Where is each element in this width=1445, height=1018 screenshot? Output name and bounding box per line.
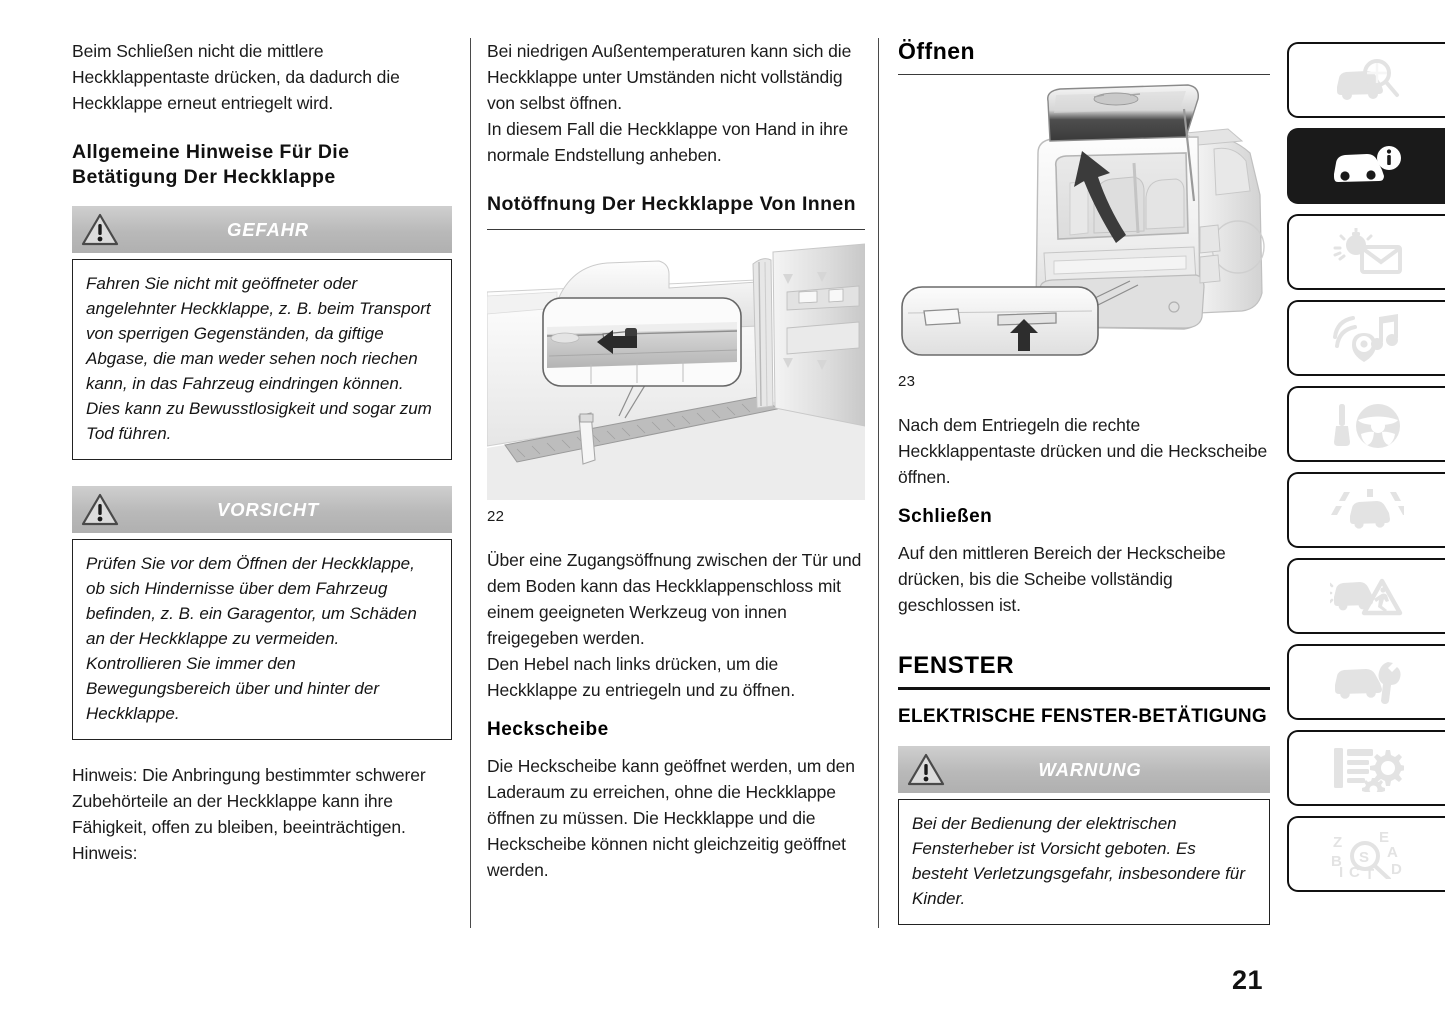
svg-text:A: A xyxy=(1387,844,1398,861)
warning-text: Bei der Bedienung der elektrischen Fensterheber ist Vorsicht geboten. Es besteht Verletzungsgefahr, insbesondere für Kinder. xyxy=(912,814,1245,908)
note-accessories: Hinweis: Die Anbringung bestimmter schwerer Zubehörteile an der Heckklappe kann ihre Fähigkeit, offen zu bleiben, beeinträchtigen. xyxy=(72,765,426,837)
tab-multimedia[interactable] xyxy=(1287,300,1445,376)
caution-banner xyxy=(72,486,452,533)
heading-power-windows: ELEKTRISCHE FENSTER-BETÄTIGUNG xyxy=(898,706,1267,727)
warning-triangle-icon xyxy=(72,493,128,527)
svg-text:E: E xyxy=(1379,829,1390,846)
tab-emergency[interactable] xyxy=(1287,558,1445,634)
danger-title: GEFAHR xyxy=(227,218,309,240)
tab-know-your-vehicle[interactable] xyxy=(1287,42,1445,118)
figure-23-image xyxy=(898,75,1270,370)
caution-title: VORSICHT xyxy=(217,498,319,520)
tab-driving-assist[interactable] xyxy=(1287,472,1445,548)
unlock-paragraph: Nach dem Entriegeln die rechte Heckklappentaste drücken und die Heckscheibe öffnen. xyxy=(898,415,1268,487)
figure-23-number: 23 xyxy=(898,373,916,390)
car-info-icon xyxy=(1329,144,1405,188)
svg-text:Z: Z xyxy=(1333,834,1343,851)
lane-assist-icon xyxy=(1330,486,1404,534)
warning-triangle-icon xyxy=(898,753,954,787)
car-magnifier-icon xyxy=(1331,57,1403,103)
tab-index[interactable] xyxy=(1287,816,1445,892)
access-opening-paragraph: Über eine Zugangsöffnung zwischen der Tür und dem Boden kann das Heckklappenschloss mit einem geeigneten Werkzeug von innen freigegeben werden. Den Hebel nach links drücken, um die Heckklappe zu entriegeln und zu öffnen. xyxy=(487,550,862,700)
page-number: 21 xyxy=(1231,965,1263,995)
heading-rear-window: Heckscheibe xyxy=(487,719,609,740)
heading-close: Schließen xyxy=(898,506,993,527)
svg-text:C: C xyxy=(1349,864,1360,879)
warning-title: WARNUNG xyxy=(1038,758,1142,780)
rear-window-paragraph: Die Heckscheibe kann geöffnet werden, um den Laderaum zu erreichen, ohne die Heckklappe öffnen zu müssen. Die Heckklappe und die Heckscheibe können nicht gleichzeitig geöffnet werden. xyxy=(487,756,855,880)
svg-text:I: I xyxy=(1339,864,1344,879)
tab-vehicle-info[interactable] xyxy=(1287,128,1445,204)
figure-22-number: 22 xyxy=(487,508,505,525)
figure-23-wrapper xyxy=(898,74,1270,390)
tab-warning-lights[interactable] xyxy=(1287,214,1445,290)
svg-text:B: B xyxy=(1331,853,1342,870)
figure-22-image xyxy=(487,230,865,505)
heading-windows-text: FENSTER xyxy=(898,652,1015,679)
tab-technical-specs[interactable] xyxy=(1287,730,1445,806)
danger-text: Fahren Sie nicht mit geöffneter oder angelehnter Heckklappe, z. B. beim Transport von sperrigen Gegenständen, da giftige Abgase, die man weder sehen noch riechen kann, in das Fahrzeug eindringen können. Dies kann zu Bewusstlosigkeit und sogar zum Tod führen. xyxy=(86,274,432,443)
caution-text: Prüfen Sie vor dem Öffnen der Heckklappe, ob sich Hindernisse über dem Fahrzeug befinden, z. B. ein Garagentor, um Schäden an der Heckklappe zu vermeiden. Kontrollieren Sie immer den Bewegungsbereich über und hinter der Heckklappe. xyxy=(86,554,417,723)
heading-windows-rule xyxy=(898,687,1270,690)
heading-open: Öffnen xyxy=(898,38,976,64)
danger-banner xyxy=(72,206,452,253)
heading-emergency-opening: Notöffnung Der Heckklappe Von Innen xyxy=(487,193,856,215)
caution-box xyxy=(72,539,452,740)
note-trailing: Hinweis: xyxy=(72,843,138,863)
close-paragraph: Auf den mittleren Bereich der Heckscheibe drücken, bis die Scheibe vollständig geschlossen ist. xyxy=(898,543,1226,615)
svg-text:D: D xyxy=(1391,861,1402,878)
svg-text:S: S xyxy=(1359,849,1370,866)
alphabetical-index-icon xyxy=(1329,829,1405,879)
chapter-tab-strip xyxy=(1287,42,1445,902)
heading-windows xyxy=(898,652,1270,690)
steering-wheel-icon xyxy=(1331,400,1403,448)
column-divider-2 xyxy=(878,38,879,928)
column-three xyxy=(898,38,1270,925)
column-two xyxy=(487,38,865,883)
svg-text:T: T xyxy=(1365,866,1375,879)
tab-maintenance[interactable] xyxy=(1287,644,1445,720)
cold-weather-paragraph: Bei niedrigen Außentemperaturen kann sich die Heckklappe unter Umständen nicht vollständig von selbst öffnen. In diesem Fall die Heckklappe von Hand in ihre normale Endstellung anheben. xyxy=(487,41,852,165)
specs-gears-icon xyxy=(1330,744,1404,792)
figure-22-wrapper xyxy=(487,229,865,525)
dashboard-lights-icon xyxy=(1331,228,1403,276)
column-one xyxy=(72,38,452,866)
warning-triangle-icon xyxy=(72,213,128,247)
warning-banner xyxy=(898,746,1270,793)
radio-navigation-icon xyxy=(1331,313,1403,363)
car-wrench-icon xyxy=(1330,659,1404,705)
warning-box xyxy=(898,799,1270,925)
breakdown-triangle-icon xyxy=(1330,573,1404,619)
heading-general-notes: Allgemeine Hinweise Für Die Betätigung Der Heckklappe xyxy=(72,141,350,188)
column-divider-1 xyxy=(470,38,471,928)
tab-starting-driving[interactable] xyxy=(1287,386,1445,462)
intro-paragraph: Beim Schließen nicht die mittlere Heckklappentaste drücken, da dadurch die Heckklappe erneut entriegelt wird. xyxy=(72,41,400,113)
danger-box xyxy=(72,259,452,460)
